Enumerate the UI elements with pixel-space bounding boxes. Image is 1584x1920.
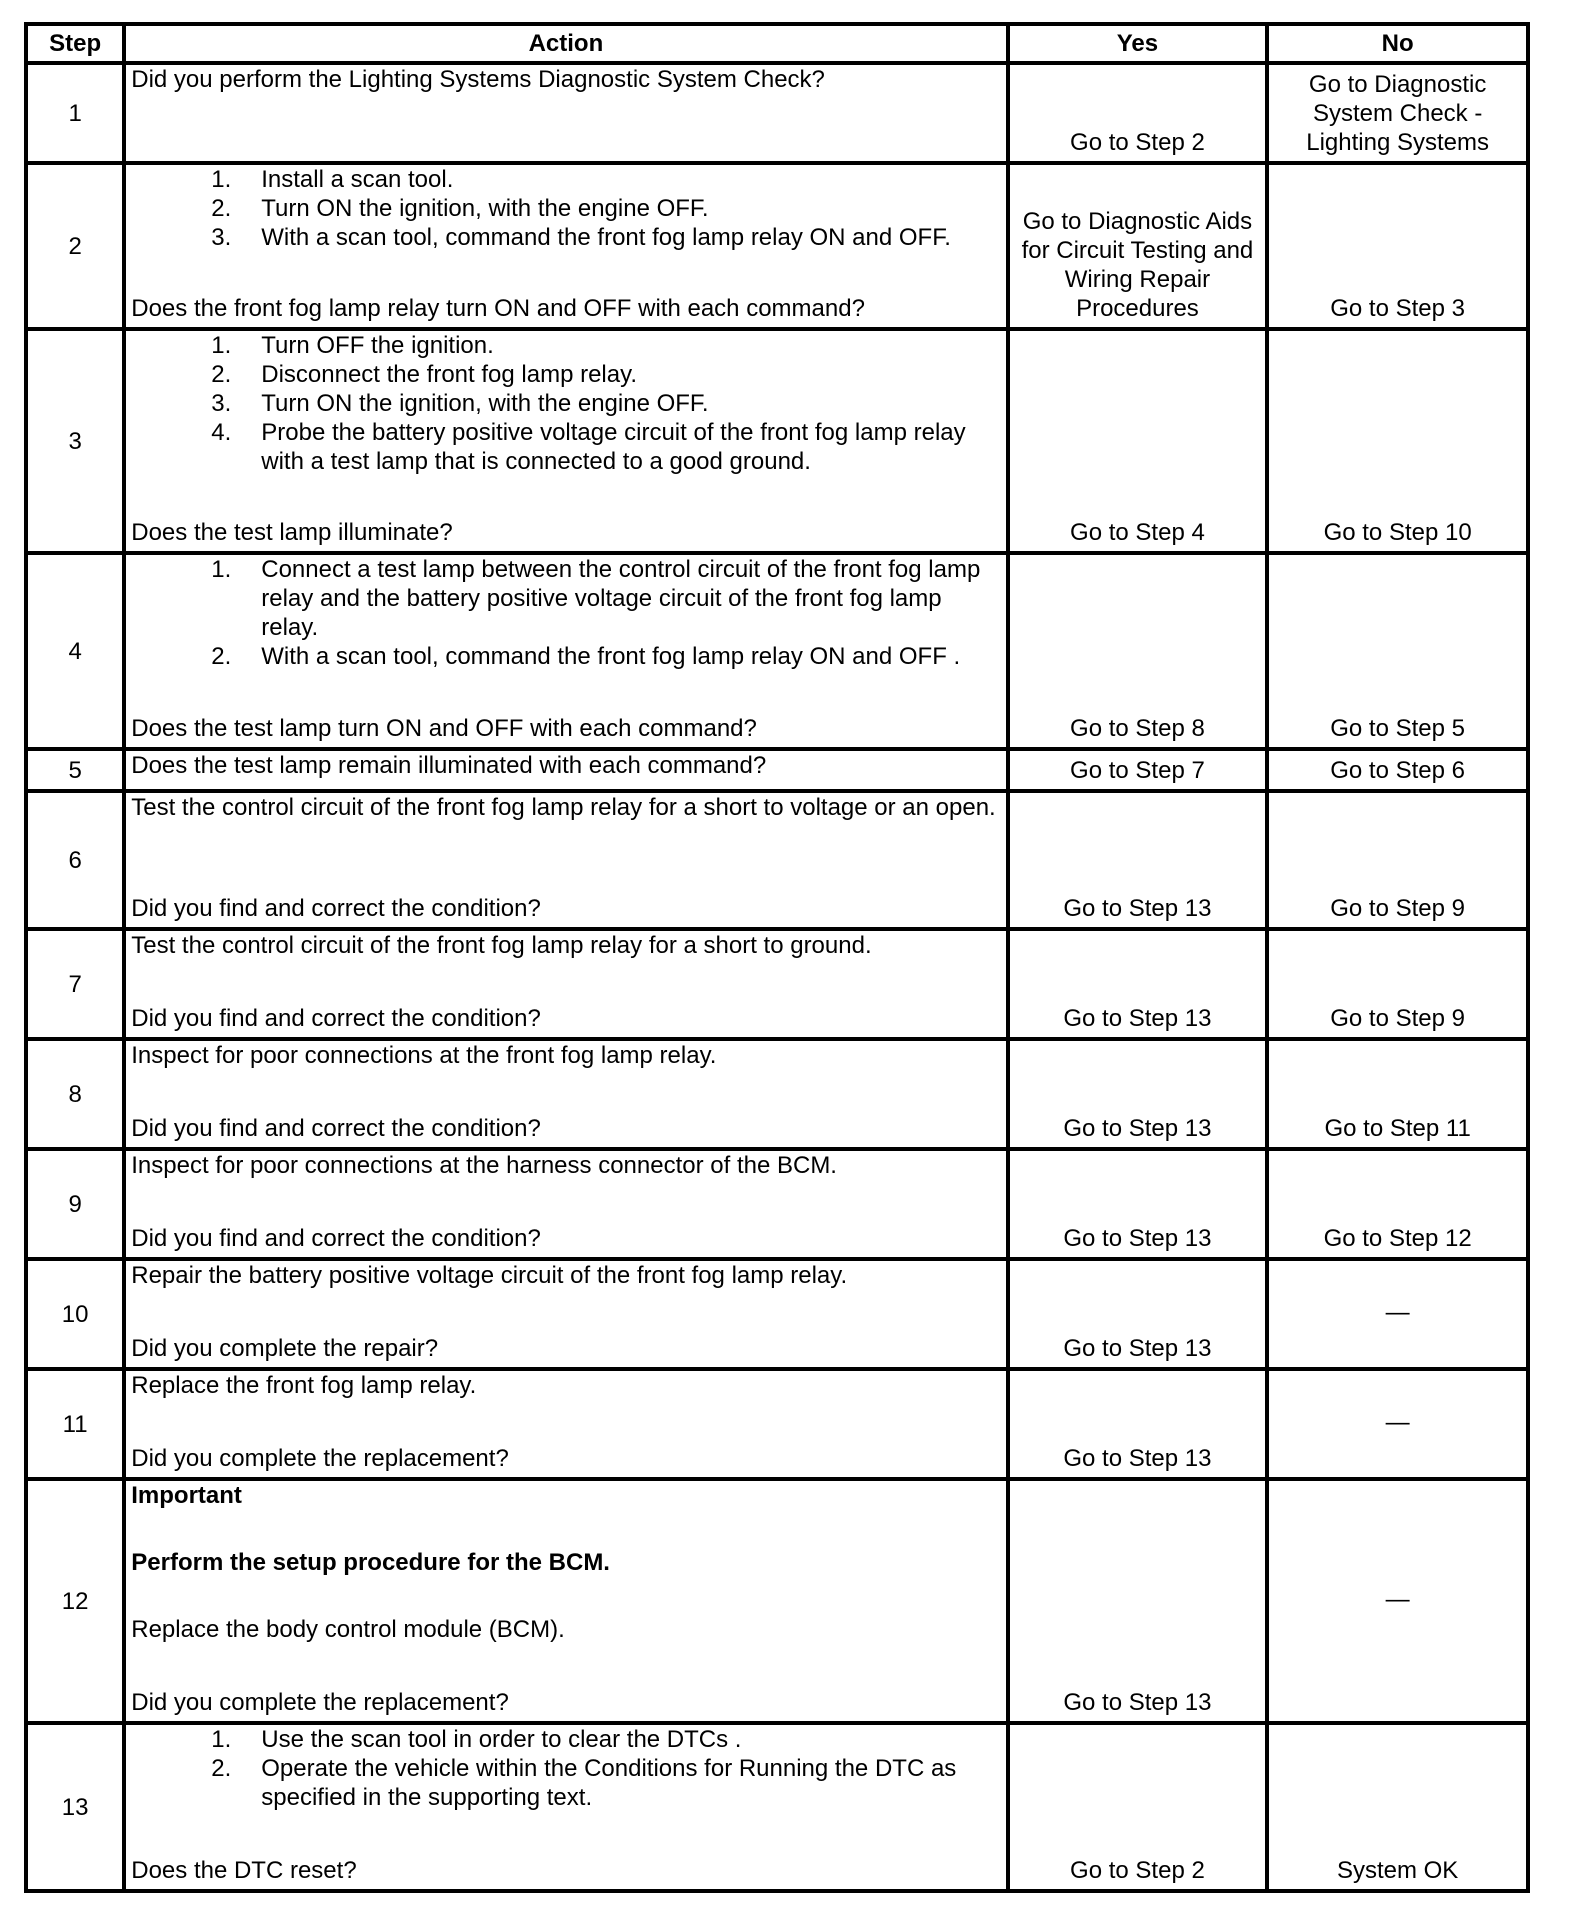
no-result: Go to Diagnostic System Check - Lighting Systems xyxy=(1267,63,1528,163)
no-result: — xyxy=(1267,1479,1528,1723)
step-question: Did you find and correct the condition? xyxy=(131,1005,541,1032)
step-question: Does the test lamp illuminate? xyxy=(131,519,453,546)
step-row-5 xyxy=(26,749,1528,791)
yes-result: Go to Step 13 xyxy=(1008,1479,1268,1723)
step-question: Does the DTC reset? xyxy=(131,1857,357,1884)
step-question: Did you complete the replacement? xyxy=(131,1689,509,1716)
yes-result: Go to Step 2 xyxy=(1008,63,1268,163)
step-action xyxy=(124,163,1007,329)
step-action xyxy=(124,749,1007,791)
step-number: 9 xyxy=(26,1149,124,1259)
step-question: Did you find and correct the condition? xyxy=(131,1115,541,1142)
step-row-4 xyxy=(26,553,1528,749)
step-action xyxy=(124,553,1007,749)
important-label: Important xyxy=(131,1482,242,1509)
step-action xyxy=(124,1259,1007,1369)
header-action: Action xyxy=(124,24,1007,63)
step-question: Did you complete the repair? xyxy=(131,1335,439,1362)
step-number: 7 xyxy=(26,929,124,1039)
yes-result: Go to Step 13 xyxy=(1008,1149,1268,1259)
step-instruction-text: Test the control circuit of the front fog lamp relay for a short to voltage or an open. xyxy=(131,794,996,821)
instruction-item: 2. Operate the vehicle within the Conditions for Running the DTC as specified in the supporting text. xyxy=(211,1755,957,1811)
step-instruction-text: Replace the body control module (BCM). xyxy=(131,1616,565,1643)
step-row-10 xyxy=(26,1259,1528,1369)
header-row xyxy=(26,24,1528,63)
step-question: Does the front fog lamp relay turn ON and OFF with each command? xyxy=(131,295,865,322)
step-row-6 xyxy=(26,791,1528,929)
instruction-item: 3. Turn ON the ignition, with the engine OFF. xyxy=(211,390,709,417)
header-step: Step xyxy=(26,24,124,63)
step-instruction-text: Inspect for poor connections at the front fog lamp relay. xyxy=(131,1042,717,1069)
step-question: Did you perform the Lighting Systems Diagnostic System Check? xyxy=(131,66,825,93)
step-row-9 xyxy=(26,1149,1528,1259)
instruction-item: 1. Use the scan tool in order to clear the DTCs . xyxy=(211,1726,742,1753)
step-instructions xyxy=(131,555,1001,714)
step-action xyxy=(124,1149,1007,1259)
step-instruction-text: Repair the battery positive voltage circuit of the front fog lamp relay. xyxy=(131,1262,848,1289)
step-instruction-text: Test the control circuit of the front fog lamp relay for a short to ground. xyxy=(131,932,872,959)
step-row-13 xyxy=(26,1723,1528,1891)
header-no: No xyxy=(1267,24,1528,63)
step-row-12 xyxy=(26,1479,1528,1723)
step-instructions xyxy=(131,1725,1001,1856)
step-row-7 xyxy=(26,929,1528,1039)
yes-result: Go to Step 13 xyxy=(1008,1259,1268,1369)
instruction-item: 3. With a scan tool, command the front fog lamp relay ON and OFF. xyxy=(211,224,951,251)
instruction-item: 2. Disconnect the front fog lamp relay. xyxy=(211,361,637,388)
yes-result: Go to Step 4 xyxy=(1008,329,1268,553)
no-result: Go to Step 5 xyxy=(1267,553,1528,749)
step-number: 1 xyxy=(26,63,124,163)
step-number: 10 xyxy=(26,1259,124,1369)
step-instructions xyxy=(131,165,1001,294)
instruction-item: 1. Install a scan tool. xyxy=(211,166,454,193)
step-action xyxy=(124,1369,1007,1479)
important-note: Perform the setup procedure for the BCM. xyxy=(131,1549,610,1576)
step-number: 13 xyxy=(26,1723,124,1891)
step-action xyxy=(124,1723,1007,1891)
no-result: Go to Step 6 xyxy=(1267,749,1528,791)
step-number: 6 xyxy=(26,791,124,929)
step-action xyxy=(124,329,1007,553)
yes-result: Go to Step 2 xyxy=(1008,1723,1268,1891)
no-result: Go to Step 9 xyxy=(1267,791,1528,929)
step-number: 12 xyxy=(26,1479,124,1723)
instruction-item: 1. Turn OFF the ignition. xyxy=(211,332,494,359)
step-row-11 xyxy=(26,1369,1528,1479)
step-question: Did you complete the replacement? xyxy=(131,1445,509,1472)
step-row-2 xyxy=(26,163,1528,329)
no-result: Go to Step 11 xyxy=(1267,1039,1528,1149)
yes-result: Go to Step 13 xyxy=(1008,1369,1268,1479)
no-result: System OK xyxy=(1267,1723,1528,1891)
header-yes: Yes xyxy=(1008,24,1268,63)
diagnostic-table xyxy=(24,22,1530,1893)
step-number: 2 xyxy=(26,163,124,329)
step-question: Does the test lamp remain illuminated with each command? xyxy=(131,752,767,779)
step-row-1 xyxy=(26,63,1528,163)
step-question: Did you find and correct the condition? xyxy=(131,1225,541,1252)
yes-result: Go to Step 13 xyxy=(1008,929,1268,1039)
no-result: Go to Step 10 xyxy=(1267,329,1528,553)
no-result: — xyxy=(1267,1369,1528,1479)
step-row-3 xyxy=(26,329,1528,553)
step-action xyxy=(124,929,1007,1039)
step-number: 4 xyxy=(26,553,124,749)
step-row-8 xyxy=(26,1039,1528,1149)
step-action xyxy=(124,63,1007,163)
step-instruction-text: Inspect for poor connections at the harness connector of the BCM. xyxy=(131,1152,837,1179)
instruction-item: 2. With a scan tool, command the front fog lamp relay ON and OFF . xyxy=(211,643,961,670)
step-number: 8 xyxy=(26,1039,124,1149)
yes-result: Go to Step 13 xyxy=(1008,1039,1268,1149)
step-action xyxy=(124,1479,1007,1723)
instruction-item: 4. Probe the battery positive voltage circuit of the front fog lamp relay with a test lamp that is connected to a good ground. xyxy=(211,419,966,475)
step-number: 3 xyxy=(26,329,124,553)
step-number: 11 xyxy=(26,1369,124,1479)
no-result: Go to Step 12 xyxy=(1267,1149,1528,1259)
no-result: Go to Step 3 xyxy=(1267,163,1528,329)
step-question: Does the test lamp turn ON and OFF with each command? xyxy=(131,715,757,742)
step-instruction-text: Replace the front fog lamp relay. xyxy=(131,1372,477,1399)
yes-result: Go to Diagnostic Aids for Circuit Testing and Wiring Repair Procedures xyxy=(1008,163,1268,329)
no-result: — xyxy=(1267,1259,1528,1369)
step-instructions xyxy=(131,331,1001,518)
step-action xyxy=(124,791,1007,929)
yes-result: Go to Step 7 xyxy=(1008,749,1268,791)
yes-result: Go to Step 13 xyxy=(1008,791,1268,929)
instruction-item: 2. Turn ON the ignition, with the engine OFF. xyxy=(211,195,709,222)
step-question: Did you find and correct the condition? xyxy=(131,895,541,922)
step-action xyxy=(124,1039,1007,1149)
step-number: 5 xyxy=(26,749,124,791)
yes-result: Go to Step 8 xyxy=(1008,553,1268,749)
instruction-item: 1. Connect a test lamp between the control circuit of the front fog lamp relay and the battery positive voltage circuit of the front fog lamp relay. xyxy=(211,556,981,641)
no-result: Go to Step 9 xyxy=(1267,929,1528,1039)
